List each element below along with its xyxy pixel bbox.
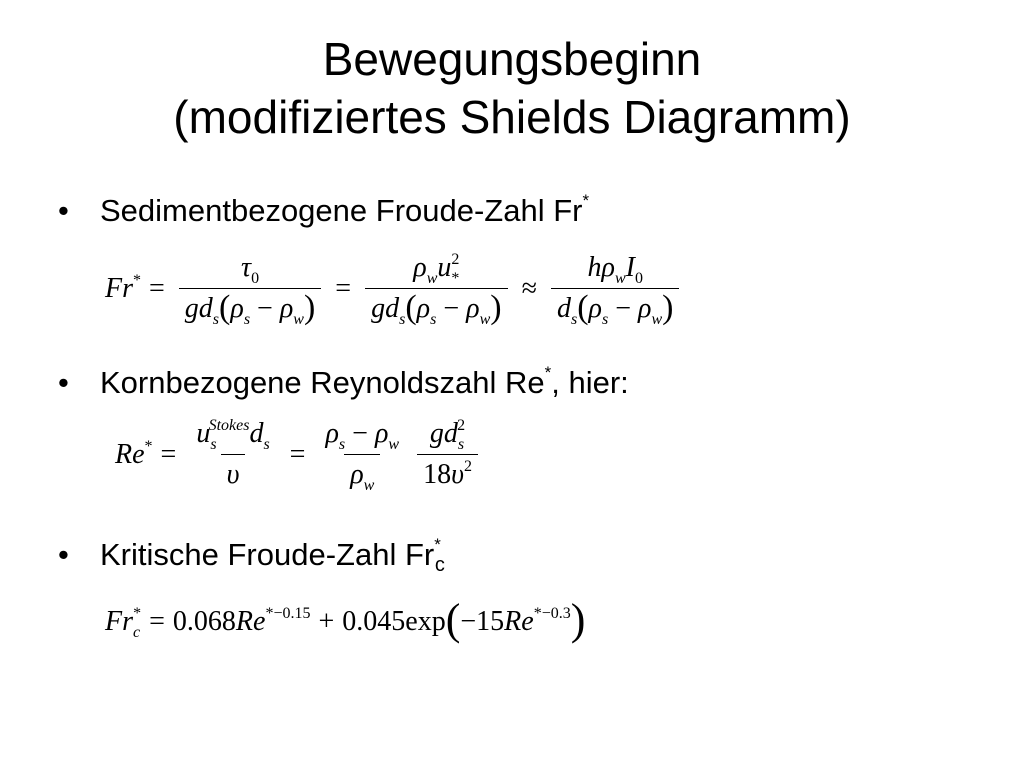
critical-equation <box>105 595 586 644</box>
eq-equals-2: = <box>289 438 306 470</box>
term-2: $0.045\exp(-15Re^{*-0.3})$ <box>342 595 586 644</box>
fraction-1: $\frac{u_s^{Stokes}d_s}{\upsilon}$ <box>196 417 270 490</box>
eq-equals: = <box>160 438 177 470</box>
bullet-sup: * <box>434 535 441 554</box>
reynolds-equation <box>115 417 484 494</box>
bullet-text: Sedimentbezogene Froude-Zahl Fr <box>100 193 583 228</box>
title-line-1: Bewegungsbeginn <box>322 33 702 85</box>
bullet-froude <box>58 193 589 229</box>
eq-lhs: Re* <box>115 437 153 470</box>
bullet-dot: • <box>58 537 69 572</box>
term-1: $0.068Re^{*-0.15}$ <box>172 604 311 637</box>
slide-title <box>0 30 1024 146</box>
bullet-sub: c <box>434 554 445 576</box>
eq-plus: + <box>318 605 335 637</box>
eq-approx: ≈ <box>521 272 537 304</box>
bullet-dot: • <box>58 193 69 228</box>
bullet-text: Kritische Froude-Zahl Fr <box>100 537 435 572</box>
fraction-3: $\frac{h\rho_wI_0}{d_s(\rho_s - \rho_w)}$ <box>551 252 680 325</box>
bullet-critical <box>58 535 445 576</box>
fraction-2: $\frac{\rho_s - \rho_w}{\rho_w}$ <box>325 418 400 494</box>
fraction-1: $\frac{\tau_0}{gd_s(\rho_s - \rho_w)}$ <box>179 252 322 325</box>
eq-lhs: Fr* <box>105 271 141 304</box>
bullet-tail: , hier: <box>551 365 629 400</box>
eq-equals: = <box>149 605 165 637</box>
fraction-2: $\frac{\rho_wu_*^2}{gd_s(\rho_s - \rho_w)}$ <box>365 252 508 325</box>
bullet-text: Kornbezogene Reynoldszahl Re <box>100 365 545 400</box>
eq-equals: = <box>149 272 165 304</box>
eq-lhs: $Fr_c^*$ <box>105 604 142 641</box>
title-line-2: (modifiziertes Shields Diagramm) <box>173 91 851 143</box>
bullet-sup: * <box>582 191 590 210</box>
bullet-dot: • <box>58 365 69 400</box>
bullet-sup: * <box>544 363 552 382</box>
eq-equals-2: = <box>335 272 352 304</box>
fraction-3: $\frac{gd_s^2}{18\upsilon^2}$ <box>417 418 478 491</box>
bullet-reynolds <box>58 365 629 401</box>
froude-equation <box>105 251 685 328</box>
